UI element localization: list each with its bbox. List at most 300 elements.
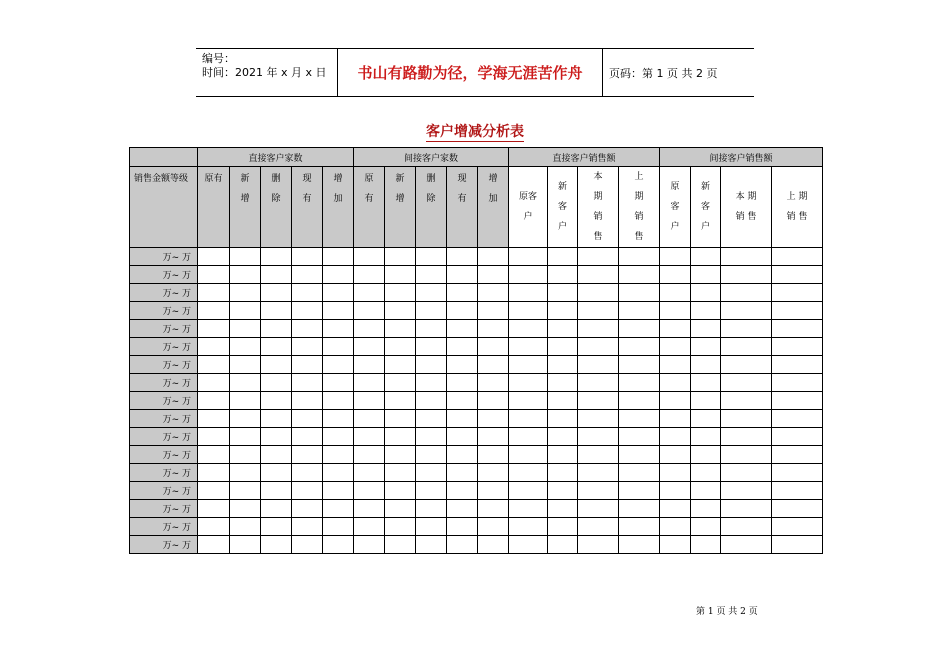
data-cell[interactable]	[721, 482, 772, 500]
data-cell[interactable]	[292, 428, 323, 446]
data-cell[interactable]	[772, 338, 823, 356]
data-cell[interactable]	[619, 284, 660, 302]
data-cell[interactable]	[416, 518, 447, 536]
data-cell[interactable]	[721, 338, 772, 356]
data-cell[interactable]	[447, 320, 478, 338]
data-cell[interactable]	[447, 356, 478, 374]
data-cell[interactable]	[578, 410, 619, 428]
data-cell[interactable]	[323, 428, 354, 446]
data-cell[interactable]	[578, 284, 619, 302]
data-cell[interactable]	[261, 500, 292, 518]
data-cell[interactable]	[385, 428, 416, 446]
data-cell[interactable]	[292, 518, 323, 536]
data-cell[interactable]	[691, 482, 721, 500]
data-cell[interactable]	[548, 356, 578, 374]
data-cell[interactable]	[509, 446, 548, 464]
data-cell[interactable]	[354, 302, 385, 320]
data-cell[interactable]	[478, 248, 509, 266]
data-cell[interactable]	[354, 500, 385, 518]
data-cell[interactable]	[509, 392, 548, 410]
data-cell[interactable]	[261, 320, 292, 338]
data-cell[interactable]	[323, 446, 354, 464]
data-cell[interactable]	[354, 518, 385, 536]
data-cell[interactable]	[691, 266, 721, 284]
data-cell[interactable]	[660, 410, 691, 428]
data-cell[interactable]	[198, 392, 230, 410]
data-cell[interactable]	[721, 446, 772, 464]
data-cell[interactable]	[619, 266, 660, 284]
data-cell[interactable]	[198, 518, 230, 536]
data-cell[interactable]	[385, 482, 416, 500]
data-cell[interactable]	[548, 518, 578, 536]
data-cell[interactable]	[292, 356, 323, 374]
data-cell[interactable]	[578, 338, 619, 356]
data-cell[interactable]	[548, 428, 578, 446]
data-cell[interactable]	[619, 536, 660, 554]
data-cell[interactable]	[772, 302, 823, 320]
data-cell[interactable]	[509, 482, 548, 500]
data-cell[interactable]	[578, 500, 619, 518]
data-cell[interactable]	[619, 320, 660, 338]
data-cell[interactable]	[323, 500, 354, 518]
data-cell[interactable]	[578, 518, 619, 536]
data-cell[interactable]	[691, 284, 721, 302]
data-cell[interactable]	[548, 482, 578, 500]
data-cell[interactable]	[660, 392, 691, 410]
data-cell[interactable]	[447, 518, 478, 536]
data-cell[interactable]	[691, 248, 721, 266]
data-cell[interactable]	[447, 392, 478, 410]
data-cell[interactable]	[198, 320, 230, 338]
data-cell[interactable]	[323, 338, 354, 356]
data-cell[interactable]	[385, 374, 416, 392]
data-cell[interactable]	[323, 392, 354, 410]
data-cell[interactable]	[772, 284, 823, 302]
data-cell[interactable]	[198, 482, 230, 500]
data-cell[interactable]	[198, 284, 230, 302]
data-cell[interactable]	[230, 320, 261, 338]
data-cell[interactable]	[198, 446, 230, 464]
data-cell[interactable]	[416, 410, 447, 428]
data-cell[interactable]	[230, 428, 261, 446]
data-cell[interactable]	[691, 518, 721, 536]
data-cell[interactable]	[721, 248, 772, 266]
data-cell[interactable]	[261, 284, 292, 302]
data-cell[interactable]	[292, 266, 323, 284]
data-cell[interactable]	[198, 410, 230, 428]
data-cell[interactable]	[691, 374, 721, 392]
data-cell[interactable]	[509, 320, 548, 338]
data-cell[interactable]	[198, 302, 230, 320]
data-cell[interactable]	[578, 428, 619, 446]
data-cell[interactable]	[354, 410, 385, 428]
data-cell[interactable]	[354, 338, 385, 356]
data-cell[interactable]	[385, 410, 416, 428]
data-cell[interactable]	[323, 482, 354, 500]
data-cell[interactable]	[323, 464, 354, 482]
data-cell[interactable]	[323, 518, 354, 536]
data-cell[interactable]	[447, 428, 478, 446]
data-cell[interactable]	[292, 320, 323, 338]
data-cell[interactable]	[721, 284, 772, 302]
data-cell[interactable]	[385, 266, 416, 284]
data-cell[interactable]	[509, 536, 548, 554]
data-cell[interactable]	[691, 446, 721, 464]
data-cell[interactable]	[323, 356, 354, 374]
data-cell[interactable]	[478, 464, 509, 482]
data-cell[interactable]	[619, 248, 660, 266]
data-cell[interactable]	[416, 464, 447, 482]
data-cell[interactable]	[261, 374, 292, 392]
data-cell[interactable]	[509, 356, 548, 374]
data-cell[interactable]	[230, 356, 261, 374]
data-cell[interactable]	[478, 284, 509, 302]
data-cell[interactable]	[509, 464, 548, 482]
data-cell[interactable]	[447, 464, 478, 482]
data-cell[interactable]	[354, 320, 385, 338]
data-cell[interactable]	[354, 392, 385, 410]
data-cell[interactable]	[354, 266, 385, 284]
data-cell[interactable]	[691, 428, 721, 446]
data-cell[interactable]	[292, 284, 323, 302]
data-cell[interactable]	[548, 464, 578, 482]
data-cell[interactable]	[721, 320, 772, 338]
data-cell[interactable]	[721, 500, 772, 518]
data-cell[interactable]	[385, 392, 416, 410]
data-cell[interactable]	[261, 536, 292, 554]
data-cell[interactable]	[772, 518, 823, 536]
data-cell[interactable]	[660, 518, 691, 536]
data-cell[interactable]	[691, 410, 721, 428]
data-cell[interactable]	[660, 248, 691, 266]
data-cell[interactable]	[691, 464, 721, 482]
data-cell[interactable]	[619, 482, 660, 500]
data-cell[interactable]	[578, 464, 619, 482]
data-cell[interactable]	[619, 374, 660, 392]
data-cell[interactable]	[721, 428, 772, 446]
data-cell[interactable]	[354, 428, 385, 446]
data-cell[interactable]	[261, 482, 292, 500]
data-cell[interactable]	[292, 482, 323, 500]
data-cell[interactable]	[230, 464, 261, 482]
data-cell[interactable]	[230, 284, 261, 302]
data-cell[interactable]	[548, 266, 578, 284]
data-cell[interactable]	[261, 410, 292, 428]
data-cell[interactable]	[416, 392, 447, 410]
data-cell[interactable]	[772, 464, 823, 482]
data-cell[interactable]	[660, 374, 691, 392]
data-cell[interactable]	[354, 284, 385, 302]
data-cell[interactable]	[323, 410, 354, 428]
data-cell[interactable]	[691, 392, 721, 410]
data-cell[interactable]	[198, 500, 230, 518]
data-cell[interactable]	[385, 284, 416, 302]
data-cell[interactable]	[660, 356, 691, 374]
data-cell[interactable]	[578, 482, 619, 500]
data-cell[interactable]	[660, 302, 691, 320]
data-cell[interactable]	[230, 374, 261, 392]
data-cell[interactable]	[578, 374, 619, 392]
data-cell[interactable]	[509, 428, 548, 446]
data-cell[interactable]	[323, 266, 354, 284]
data-cell[interactable]	[354, 248, 385, 266]
data-cell[interactable]	[478, 482, 509, 500]
data-cell[interactable]	[660, 338, 691, 356]
data-cell[interactable]	[548, 248, 578, 266]
data-cell[interactable]	[548, 392, 578, 410]
data-cell[interactable]	[619, 338, 660, 356]
data-cell[interactable]	[772, 266, 823, 284]
data-cell[interactable]	[509, 410, 548, 428]
data-cell[interactable]	[198, 248, 230, 266]
data-cell[interactable]	[578, 536, 619, 554]
data-cell[interactable]	[292, 464, 323, 482]
data-cell[interactable]	[721, 464, 772, 482]
data-cell[interactable]	[691, 302, 721, 320]
data-cell[interactable]	[578, 266, 619, 284]
data-cell[interactable]	[548, 302, 578, 320]
data-cell[interactable]	[292, 446, 323, 464]
data-cell[interactable]	[619, 446, 660, 464]
data-cell[interactable]	[478, 446, 509, 464]
data-cell[interactable]	[292, 410, 323, 428]
data-cell[interactable]	[385, 464, 416, 482]
data-cell[interactable]	[721, 266, 772, 284]
data-cell[interactable]	[660, 428, 691, 446]
data-cell[interactable]	[385, 356, 416, 374]
data-cell[interactable]	[478, 302, 509, 320]
data-cell[interactable]	[548, 500, 578, 518]
data-cell[interactable]	[416, 356, 447, 374]
data-cell[interactable]	[447, 500, 478, 518]
data-cell[interactable]	[261, 446, 292, 464]
data-cell[interactable]	[619, 356, 660, 374]
data-cell[interactable]	[619, 428, 660, 446]
data-cell[interactable]	[354, 464, 385, 482]
data-cell[interactable]	[772, 356, 823, 374]
data-cell[interactable]	[578, 302, 619, 320]
data-cell[interactable]	[261, 518, 292, 536]
data-cell[interactable]	[478, 338, 509, 356]
data-cell[interactable]	[660, 446, 691, 464]
data-cell[interactable]	[619, 392, 660, 410]
data-cell[interactable]	[660, 320, 691, 338]
data-cell[interactable]	[660, 464, 691, 482]
data-cell[interactable]	[261, 464, 292, 482]
data-cell[interactable]	[354, 536, 385, 554]
data-cell[interactable]	[354, 446, 385, 464]
data-cell[interactable]	[548, 338, 578, 356]
data-cell[interactable]	[385, 500, 416, 518]
data-cell[interactable]	[416, 374, 447, 392]
data-cell[interactable]	[772, 392, 823, 410]
data-cell[interactable]	[323, 248, 354, 266]
data-cell[interactable]	[354, 482, 385, 500]
data-cell[interactable]	[230, 248, 261, 266]
data-cell[interactable]	[447, 248, 478, 266]
data-cell[interactable]	[721, 392, 772, 410]
data-cell[interactable]	[198, 374, 230, 392]
data-cell[interactable]	[509, 284, 548, 302]
data-cell[interactable]	[772, 500, 823, 518]
data-cell[interactable]	[660, 284, 691, 302]
data-cell[interactable]	[721, 518, 772, 536]
data-cell[interactable]	[323, 302, 354, 320]
data-cell[interactable]	[292, 302, 323, 320]
data-cell[interactable]	[385, 302, 416, 320]
data-cell[interactable]	[323, 320, 354, 338]
data-cell[interactable]	[548, 536, 578, 554]
data-cell[interactable]	[578, 248, 619, 266]
data-cell[interactable]	[619, 500, 660, 518]
data-cell[interactable]	[721, 302, 772, 320]
data-cell[interactable]	[230, 446, 261, 464]
data-cell[interactable]	[478, 518, 509, 536]
data-cell[interactable]	[772, 446, 823, 464]
data-cell[interactable]	[619, 302, 660, 320]
data-cell[interactable]	[261, 248, 292, 266]
data-cell[interactable]	[385, 338, 416, 356]
data-cell[interactable]	[385, 248, 416, 266]
data-cell[interactable]	[416, 500, 447, 518]
data-cell[interactable]	[478, 266, 509, 284]
data-cell[interactable]	[772, 374, 823, 392]
data-cell[interactable]	[416, 482, 447, 500]
data-cell[interactable]	[323, 536, 354, 554]
data-cell[interactable]	[578, 356, 619, 374]
data-cell[interactable]	[772, 320, 823, 338]
data-cell[interactable]	[323, 374, 354, 392]
data-cell[interactable]	[660, 500, 691, 518]
data-cell[interactable]	[416, 320, 447, 338]
data-cell[interactable]	[509, 338, 548, 356]
data-cell[interactable]	[416, 428, 447, 446]
data-cell[interactable]	[230, 482, 261, 500]
data-cell[interactable]	[198, 536, 230, 554]
data-cell[interactable]	[478, 428, 509, 446]
data-cell[interactable]	[509, 248, 548, 266]
data-cell[interactable]	[691, 320, 721, 338]
data-cell[interactable]	[509, 266, 548, 284]
data-cell[interactable]	[478, 374, 509, 392]
data-cell[interactable]	[619, 410, 660, 428]
data-cell[interactable]	[354, 356, 385, 374]
data-cell[interactable]	[261, 356, 292, 374]
data-cell[interactable]	[230, 338, 261, 356]
data-cell[interactable]	[385, 518, 416, 536]
data-cell[interactable]	[416, 338, 447, 356]
data-cell[interactable]	[230, 266, 261, 284]
data-cell[interactable]	[509, 374, 548, 392]
data-cell[interactable]	[691, 356, 721, 374]
data-cell[interactable]	[416, 302, 447, 320]
data-cell[interactable]	[230, 392, 261, 410]
data-cell[interactable]	[292, 536, 323, 554]
data-cell[interactable]	[691, 338, 721, 356]
data-cell[interactable]	[660, 482, 691, 500]
data-cell[interactable]	[578, 320, 619, 338]
data-cell[interactable]	[385, 536, 416, 554]
data-cell[interactable]	[447, 446, 478, 464]
data-cell[interactable]	[548, 410, 578, 428]
data-cell[interactable]	[691, 536, 721, 554]
data-cell[interactable]	[198, 338, 230, 356]
data-cell[interactable]	[447, 338, 478, 356]
data-cell[interactable]	[198, 356, 230, 374]
data-cell[interactable]	[292, 500, 323, 518]
data-cell[interactable]	[416, 284, 447, 302]
data-cell[interactable]	[416, 536, 447, 554]
data-cell[interactable]	[478, 320, 509, 338]
data-cell[interactable]	[619, 518, 660, 536]
data-cell[interactable]	[261, 392, 292, 410]
data-cell[interactable]	[261, 302, 292, 320]
data-cell[interactable]	[292, 374, 323, 392]
data-cell[interactable]	[619, 464, 660, 482]
data-cell[interactable]	[578, 446, 619, 464]
data-cell[interactable]	[509, 518, 548, 536]
data-cell[interactable]	[772, 536, 823, 554]
data-cell[interactable]	[772, 248, 823, 266]
data-cell[interactable]	[416, 248, 447, 266]
data-cell[interactable]	[548, 446, 578, 464]
data-cell[interactable]	[548, 284, 578, 302]
data-cell[interactable]	[230, 410, 261, 428]
data-cell[interactable]	[261, 428, 292, 446]
data-cell[interactable]	[385, 320, 416, 338]
data-cell[interactable]	[548, 374, 578, 392]
data-cell[interactable]	[385, 446, 416, 464]
data-cell[interactable]	[721, 410, 772, 428]
data-cell[interactable]	[447, 374, 478, 392]
data-cell[interactable]	[478, 500, 509, 518]
data-cell[interactable]	[292, 338, 323, 356]
data-cell[interactable]	[721, 374, 772, 392]
data-cell[interactable]	[416, 266, 447, 284]
data-cell[interactable]	[478, 410, 509, 428]
data-cell[interactable]	[323, 284, 354, 302]
data-cell[interactable]	[772, 428, 823, 446]
data-cell[interactable]	[478, 392, 509, 410]
data-cell[interactable]	[509, 500, 548, 518]
data-cell[interactable]	[198, 428, 230, 446]
data-cell[interactable]	[292, 248, 323, 266]
data-cell[interactable]	[230, 500, 261, 518]
data-cell[interactable]	[261, 338, 292, 356]
data-cell[interactable]	[447, 410, 478, 428]
data-cell[interactable]	[354, 374, 385, 392]
data-cell[interactable]	[660, 536, 691, 554]
data-cell[interactable]	[292, 392, 323, 410]
data-cell[interactable]	[509, 302, 548, 320]
data-cell[interactable]	[691, 500, 721, 518]
data-cell[interactable]	[198, 266, 230, 284]
data-cell[interactable]	[447, 266, 478, 284]
data-cell[interactable]	[230, 518, 261, 536]
data-cell[interactable]	[478, 536, 509, 554]
data-cell[interactable]	[447, 302, 478, 320]
data-cell[interactable]	[416, 446, 447, 464]
data-cell[interactable]	[578, 392, 619, 410]
data-cell[interactable]	[230, 536, 261, 554]
data-cell[interactable]	[660, 266, 691, 284]
data-cell[interactable]	[721, 536, 772, 554]
data-cell[interactable]	[772, 410, 823, 428]
data-cell[interactable]	[198, 464, 230, 482]
data-cell[interactable]	[447, 536, 478, 554]
data-cell[interactable]	[772, 482, 823, 500]
data-cell[interactable]	[261, 266, 292, 284]
